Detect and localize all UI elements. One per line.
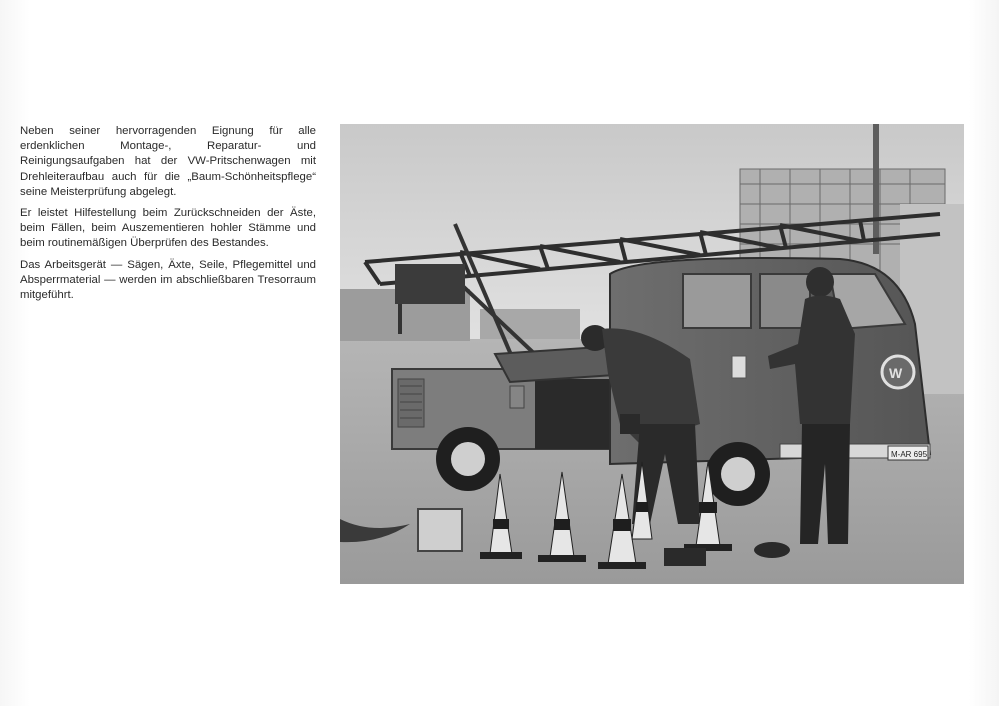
svg-text:W: W <box>889 365 903 381</box>
city-crest <box>732 356 746 378</box>
paragraph-3: Das Arbeitsgerät — Sägen, Äxte, Seile, Pflegemittel und Absperrmaterial — werden im abschließbaren Tresorraum mitgeführt. <box>20 258 316 302</box>
body-text <box>20 124 316 309</box>
paragraph-1: Neben seiner hervorragenden Eignung für alle erdenklichen Montage-, Reparatur- und Reinigungsaufgaben hat der VW-Pritschenwagen mit Drehleiteraufbau auch für die „Baum-Schönheitspflege“ seine Meisterprüfung abgelegt. <box>20 125 316 198</box>
pole <box>873 124 879 254</box>
paragraph-2: Er leistet Hilfestellung beim Zurückschneiden der Äste, beim Fällen, beim Auszementieren hohler Stämme und beim routinemäßigen Überprüfen des Bestandes. <box>20 207 316 250</box>
photo-illustration <box>340 124 964 584</box>
license-plate: M-AR 695 <box>891 450 928 459</box>
tool-case <box>664 548 706 566</box>
crate <box>418 509 462 551</box>
gloves <box>754 542 790 558</box>
vw-ladder-truck-photo <box>340 124 964 584</box>
ladder-base-box <box>395 264 465 304</box>
